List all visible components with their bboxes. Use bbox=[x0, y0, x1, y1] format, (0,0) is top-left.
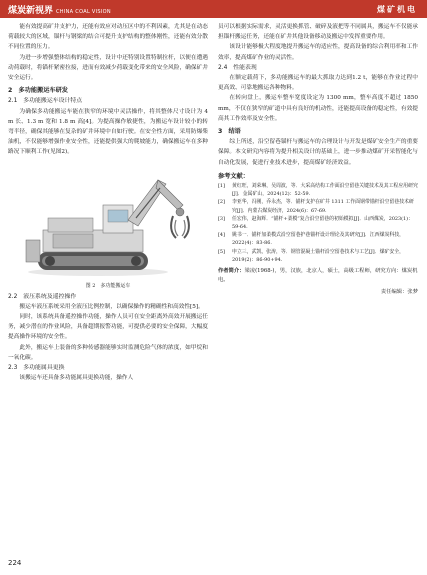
author-bio-label: 作者简介： bbox=[218, 268, 245, 275]
carrier-illustration bbox=[8, 160, 208, 282]
subsection-heading: 2.2 液压系统及遥控操作 bbox=[8, 293, 77, 300]
reference-item: [4] 姚书一．锚杆加柔模式沿空留巷护巷锚杆设计理论及其研究[J]．江西煤炭科技，2022(4)：83-86. bbox=[218, 232, 405, 247]
paragraph: 为确保多功能搬运车能在狭窄的环境中灵活操作，将其整体尺寸设计为 4 m 长、1.3 m 宽和 1.8 m 高[4]。为提高操作敏捷性，为搬运车设计较小的转弯半径，确保其能够在复杂的矿井环境中自如行驶。在安全性方面，采用防爆柴油机，不仅能够增强作业安全性，还能提供强大的爬坡能力，确保搬运车在多种路况下顺利工作(见图2)。 bbox=[8, 108, 208, 156]
figure-multifunction-carrier bbox=[8, 160, 208, 290]
paragraph: 同时，该系统具备遥控操作功能，操作人员可在安全距离外高效开展搬运任务，减少潜在的作业风险，具备超期报警功能，可提供必要的安全保障，大幅度提高操作环境的安全性。 bbox=[8, 314, 208, 341]
page-number: 224 bbox=[8, 559, 22, 567]
reference-item: [1] 黄红旺，刘荣琳，吴周波，等．大采高结构工作面沿空留巷关键技术及其工程应用研究[J]．金属矿山，2024(12)：52-59. bbox=[218, 183, 418, 198]
paragraph: 为进一步增强整体结构的稳定性，设计中还特别设置特制拉杆，以便在遭遇动荷载时，将锚杆紧密拉接，进而有效减少荷载变化带来的安全风险，确保矿井安全运行。 bbox=[8, 54, 208, 82]
brand-name: 煤炭新视界 bbox=[8, 6, 54, 16]
paragraph: 在额定载荷下，多功能搬运车的最大抓取力达到1.2 t，能够在作业过程中更高效、可靠地搬运各种物料。 bbox=[218, 75, 418, 92]
section-tag: 煤矿机电 bbox=[377, 5, 417, 14]
right-column bbox=[218, 22, 418, 297]
paragraph: 此外，搬运车上装备的多种传感器能够实时监测危险气体的浓度，如甲烷和一氧化碳。 bbox=[8, 344, 208, 361]
paragraph: 在转向盘上，搬运车整车宽度设定为 1300 mm，整车高度不超过 1850 mm，不仅在狭窄的矿道中具有良好的机动性，还能提高设备的稳定性，有效提高其工作效率及安全性。 bbox=[218, 95, 418, 122]
reference-item: [5] 申立三，武凯，张涛，等．钢管混凝土锚杆沿空留巷技术与工艺[J]．煤矿安全，2019(2)：86-90+94. bbox=[218, 248, 405, 263]
subsection-heading: 2.1 多功能搬运车设计特点 bbox=[8, 98, 83, 105]
section-heading: 2 多功能搬运车研发 bbox=[8, 87, 68, 95]
references-list bbox=[218, 182, 418, 264]
section-heading: 3 结语 bbox=[218, 128, 241, 136]
reference-item: [2] 李亚华，冯刚，乔永杰，等．锚杆支护在矿井 1311 工作面钢带锚杆沿空留巷技术研究[J]．内蒙古煤炭经济，2024(6)：67-69. bbox=[218, 199, 414, 214]
paragraph: 该设计能够极大程度地提升搬运车的适应性，提高设备的综合利用率和工作效率，提高煤矿作业的灵活性。 bbox=[218, 44, 418, 61]
reference-item: [3] 任宏伟，赵海辉．“锚杆+柔模”复合沿空留巷的初始模拟[J]．山西煤炭，2023(1)：59-64. bbox=[218, 215, 413, 231]
left-column bbox=[8, 22, 208, 383]
paragraph: 员可以根据实际需求，灵活更换抓管、破碎及液把等不同属具，搬运车不仅能承担锚杆搬运任务，还能在矿井其他设备移动及搬运中发挥重要作用。 bbox=[218, 24, 418, 41]
paragraph: 搬运车液压系统采用全液压比例控制，以确保操作的精确性和高效性[5]。 bbox=[19, 303, 204, 310]
journal-brand bbox=[8, 3, 111, 16]
subsection-heading: 2.4 性能表现 bbox=[218, 64, 257, 71]
figure-caption: 图 2 多功能搬运车 bbox=[85, 282, 131, 289]
paragraph: 能有效提高矿井支护力，还能有效应对动压区中的不利因素，尤其是在动态荷载较大的区域，锚杆与钢梁的结合可提升支护结构的整体刚性，还能有效分散不同位置的压力。 bbox=[8, 24, 208, 51]
page-header bbox=[0, 0, 427, 18]
responsible-editor: 责任编辑：张梦 bbox=[380, 289, 418, 296]
subsection-heading: 2.3 多功能属具更换 bbox=[8, 365, 65, 372]
paragraph: 该搬运车还具备多功能属具更换功能，操作人 bbox=[19, 375, 134, 382]
references-heading: 参考文献： bbox=[218, 172, 249, 180]
author-bio bbox=[218, 267, 418, 285]
paragraph: 综上所述，沿空留巷锚杆与搬运车的合理设计与开发是煤矿安全生产的重要保障。本文研究内容将为提升相关设计的基础上，进一步推动煤矿开采智能化与自动化发展，促进行业技术进步，提高煤矿经济效益。 bbox=[218, 139, 418, 166]
brand-english: CHINA COAL VISION bbox=[56, 9, 111, 15]
author-bio-text: 梁凌(1968-)，男，汉族，北京人，硕士，高级工程师，研究方向：煤炭机电。 bbox=[218, 268, 418, 284]
